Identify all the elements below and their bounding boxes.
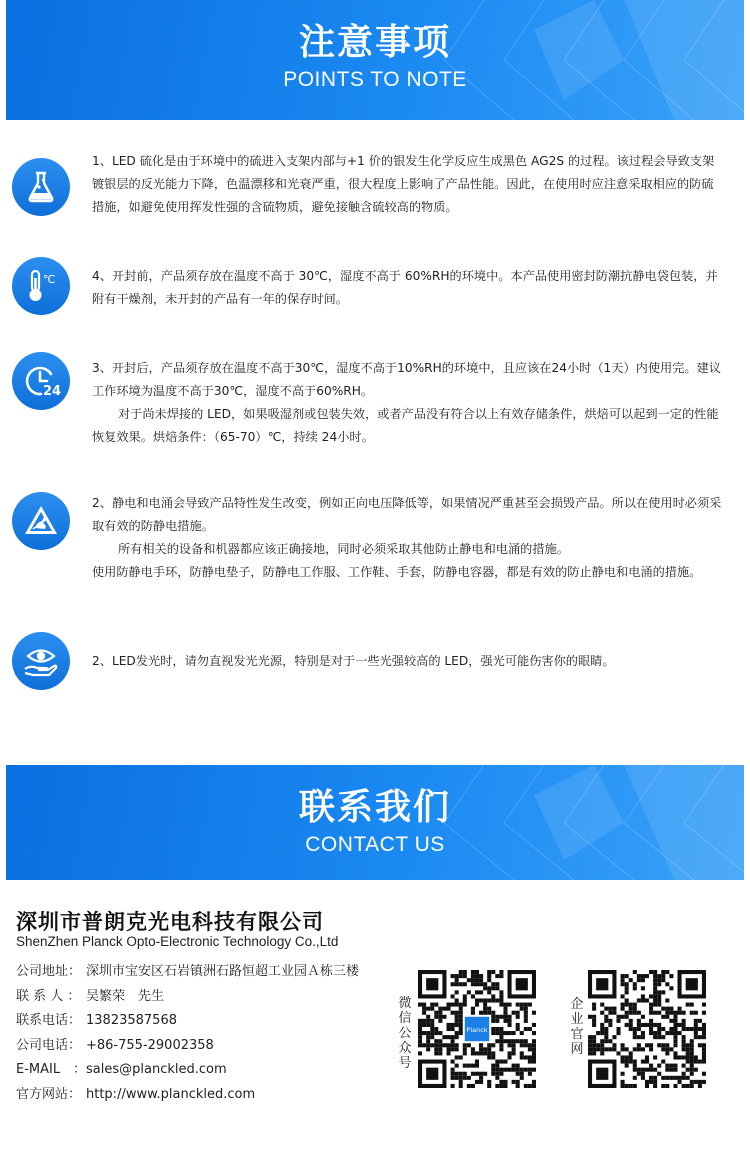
- contact-subtitle: CONTACT US: [305, 833, 445, 856]
- contact-value[interactable]: sales@planckled.com: [86, 1062, 227, 1078]
- note-paragraph: 所有相关的设备和机器都应该正确接地，同时必须采取其他防止静电和电涌的措施。: [118, 542, 569, 556]
- website-qr-code[interactable]: [588, 970, 706, 1088]
- hours-label: 24: [43, 384, 61, 399]
- note-paragraph: 2、静电和电涌会导致产品特性发生改变，例如正向电压降低等，如果情况严重甚至会损毁产品。所以在使用时必须采取有效的防静电措施。: [92, 496, 722, 533]
- contact-label: E-MAIL ：: [16, 1062, 87, 1078]
- contact-banner: [6, 765, 744, 880]
- note-text: [92, 150, 724, 219]
- company-name-en: ShenZhen Planck Opto-Electronic Technology Co.,Ltd: [16, 934, 339, 949]
- note-paragraph: 使用防静电手环，防静电垫子，防静电工作服、工作鞋、手套，防静电容器，都是有效的防止静电和电涌的措施。: [92, 565, 702, 579]
- note-paragraph: 4、开封前，产品须存放在温度不高于 30℃，湿度不高于 60%RH的环境中。本产品使用密封防潮抗静电袋包装，并附有干燥剂，未开封的产品有一年的保存时间。: [92, 269, 718, 306]
- contact-list: [16, 960, 359, 1108]
- contact-address: [16, 960, 359, 985]
- page-title: 注意事项: [298, 22, 451, 63]
- contact-mobile: [16, 1009, 359, 1034]
- page-subtitle: POINTS TO NOTE: [283, 68, 467, 91]
- wechat-qr-code[interactable]: [418, 970, 536, 1088]
- clock-24-icon: [12, 352, 70, 410]
- note-paragraph: 对于尚未焊接的 LED，如果吸湿剂或包装失效，或者产品没有符合以上有效存储条件，烘焙可以起到一定的性能恢复效果。烘焙条件：（65-70）℃，持续 24小时。: [92, 407, 719, 444]
- contact-value[interactable]: http://www.planckled.com: [86, 1086, 256, 1102]
- note-paragraph: 3、开封后，产品须存放在温度不高于30℃，湿度不高于10%RH的环境中，且应该在24小时（1天）内使用完。建议工作环境为温度不高于30℃，湿度不高于60%RH。: [92, 361, 721, 398]
- contact-label: 官方网站：: [16, 1086, 82, 1102]
- note-text: [92, 265, 724, 311]
- note-text: [92, 357, 724, 449]
- qr-logo-text: Planck: [466, 1025, 488, 1034]
- contact-email: [16, 1058, 359, 1083]
- contact-value: +86-755-29002358: [86, 1037, 214, 1053]
- company-name: 深圳市普朗克光电科技有限公司: [16, 910, 324, 934]
- note-paragraph: 1、LED 硫化是由于环境中的硫进入支架内部与+1 价的银发生化学反应生成黑色 AG2S 的过程。该过程会导致支架镀银层的反光能力下降，色温漂移和光衰严重，很大程度上影响了产品性能。因此，在使用时应注意采取相应的防硫措施，如避免使用挥发性强的含硫物质，避免接触含硫较高的物质。: [92, 154, 715, 214]
- contact-value: 13823587568: [86, 1013, 177, 1029]
- eye-hand-icon: [12, 632, 70, 690]
- celsius-label: ℃: [43, 273, 56, 286]
- contact-label: 联系电话：: [16, 1013, 82, 1029]
- contact-title: 联系我们: [298, 787, 451, 828]
- contact-label: 公司地址：: [16, 964, 82, 979]
- wechat-qr-caption: 微信公众号: [398, 996, 412, 1071]
- contact-website: [16, 1083, 359, 1108]
- contact-label: 公司电话：: [16, 1037, 82, 1053]
- notes-banner: [6, 0, 744, 120]
- contact-label: 联 系 人 ：: [16, 988, 81, 1004]
- contact-value: 吴繁荣 先生: [86, 988, 165, 1004]
- flask-icon: [12, 158, 70, 216]
- esd-warning-icon: [12, 492, 70, 550]
- note-text: [92, 650, 724, 673]
- contact-phone: [16, 1034, 359, 1059]
- contact-value: 深圳市宝安区石岩镇洲石路恒超工业园Ａ栋三楼: [86, 964, 360, 979]
- website-qr-caption: 企业官网: [570, 997, 584, 1057]
- thermometer-icon: [12, 257, 70, 315]
- note-text: [92, 492, 724, 584]
- note-paragraph: 2、LED发光时，请勿直视发光光源，特别是对于一些光强较高的 LED，强光可能伤害你的眼睛。: [92, 654, 615, 668]
- contact-person: [16, 985, 359, 1010]
